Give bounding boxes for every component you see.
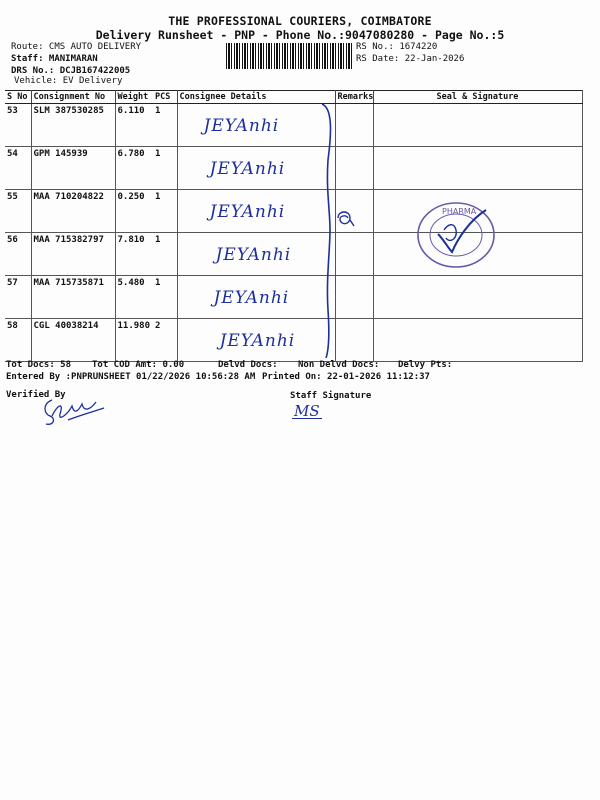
cell-consignee <box>177 190 335 233</box>
cell-consignee <box>177 276 335 319</box>
cell-consignee <box>177 233 335 276</box>
rs-date: RS Date: 22-Jan-2026 <box>356 54 465 64</box>
cell-remarks <box>335 147 373 190</box>
entered-by: Entered By :PNPRUNSHEET 01/22/2026 10:56:28 AM <box>6 372 256 382</box>
col-header-remarks: Remarks <box>335 91 373 104</box>
table-row <box>5 276 582 319</box>
route-label: Route: CMS AUTO DELIVERY <box>11 42 142 52</box>
cell-consignment: CGL 40038214 <box>31 319 115 362</box>
cell-consignment: GPM 145939 <box>31 147 115 190</box>
non-delivered-docs: Non Delvd Docs: <box>298 360 380 370</box>
cell-sno: 54 <box>5 147 31 190</box>
verified-by-label: Verified By <box>6 390 66 400</box>
cell-pcs: 2 <box>153 319 177 362</box>
col-header-pcs: PCS <box>153 91 177 104</box>
total-cod-amount: Tot COD Amt: 0.00 <box>92 360 185 370</box>
rs-number: RS No.: 1674220 <box>356 42 438 52</box>
cell-remarks <box>335 104 373 147</box>
consignee-signature: JEYAnhi <box>209 159 286 179</box>
col-header-consignee: Consignee Details <box>177 91 335 104</box>
printed-on: Printed On: 22-01-2026 11:12:37 <box>262 372 430 382</box>
cell-seal <box>373 276 582 319</box>
handwritten-mark-icon <box>334 206 358 230</box>
cell-sno: 58 <box>5 319 31 362</box>
cell-consignment: MAA 715382797 <box>31 233 115 276</box>
cell-consignee <box>177 104 335 147</box>
cell-pcs: 1 <box>153 276 177 319</box>
cell-weight: 6.110 <box>115 104 153 147</box>
col-header-consignment: Consignment No <box>31 91 115 104</box>
drs-label: DRS No.: DCJB167422005 <box>11 66 131 76</box>
handwritten-bracket <box>318 100 334 360</box>
staff-signature-label: Staff Signature <box>290 391 372 401</box>
cell-remarks <box>335 233 373 276</box>
consignee-signature: JEYAnhi <box>203 116 280 136</box>
cell-consignee <box>177 319 335 362</box>
cell-pcs: 1 <box>153 233 177 276</box>
cell-seal <box>373 104 582 147</box>
cell-weight: 11.980 <box>115 319 153 362</box>
cell-sno: 57 <box>5 276 31 319</box>
vehicle-label: Vehicle: EV Delivery <box>14 76 123 86</box>
consignee-signature: JEYAnhi <box>219 331 296 351</box>
cell-weight: 5.480 <box>115 276 153 319</box>
barcode <box>226 43 352 69</box>
consignee-signature: JEYAnhi <box>215 245 292 265</box>
consignee-signature: JEYAnhi <box>209 202 286 222</box>
stamp-text: PHARMA <box>442 207 477 216</box>
cell-remarks <box>335 319 373 362</box>
cell-weight: 0.250 <box>115 190 153 233</box>
cell-weight: 7.810 <box>115 233 153 276</box>
cell-sno: 53 <box>5 104 31 147</box>
delivered-docs: Delvd Docs: <box>218 360 278 370</box>
company-title: THE PROFESSIONAL COURIERS, COIMBATORE <box>168 14 432 28</box>
cell-remarks <box>335 276 373 319</box>
total-docs: Tot Docs: 58 <box>6 360 72 370</box>
cell-seal <box>373 147 582 190</box>
cell-consignee <box>177 147 335 190</box>
col-header-sno: S No <box>5 91 31 104</box>
staff-label: Staff: MANIMARAN <box>11 54 98 64</box>
verifier-signature-icon <box>38 394 108 428</box>
cell-pcs: 1 <box>153 147 177 190</box>
delivery-points: Delvy Pts: <box>398 360 453 370</box>
col-header-weight: Weight <box>115 91 153 104</box>
pharma-stamp-icon <box>414 200 498 270</box>
cell-consignment: MAA 715735871 <box>31 276 115 319</box>
cell-sno: 55 <box>5 190 31 233</box>
col-header-seal: Seal & Signature <box>373 91 582 104</box>
runsheet-subtitle: Delivery Runsheet - PNP - Phone No.:9047080280 - Page No.:5 <box>95 28 505 42</box>
cell-seal <box>373 319 582 362</box>
table-header-row <box>5 91 582 104</box>
cell-consignment: MAA 710204822 <box>31 190 115 233</box>
cell-weight: 6.780 <box>115 147 153 190</box>
cell-pcs: 1 <box>153 190 177 233</box>
cell-pcs: 1 <box>153 104 177 147</box>
staff-initials: MS <box>294 402 320 420</box>
cell-sno: 56 <box>5 233 31 276</box>
table-row <box>5 319 582 362</box>
cell-consignment: SLM 387530285 <box>31 104 115 147</box>
table-row <box>5 104 582 147</box>
table-row <box>5 147 582 190</box>
consignee-signature: JEYAnhi <box>213 288 290 308</box>
